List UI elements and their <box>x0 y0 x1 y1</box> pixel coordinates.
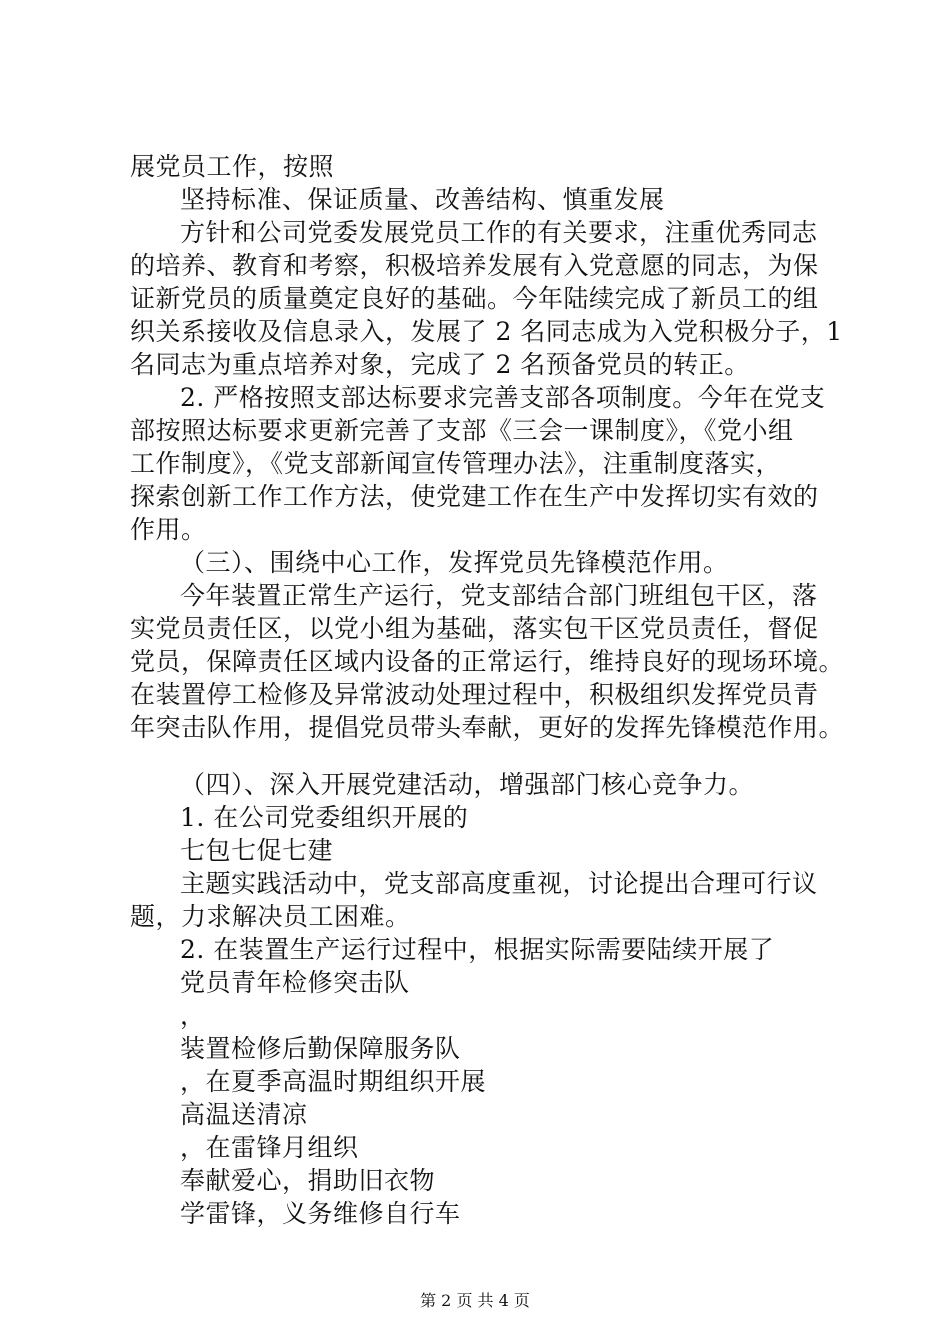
paragraph-line: 坚持标准、保证质量、改善结构、慎重发展 <box>180 185 665 214</box>
paragraph-line: 在装置停工检修及异常波动处理过程中，积极组织发挥党员青 <box>130 680 819 709</box>
paragraph-line: 1. 在公司党委组织开展的 <box>180 803 469 832</box>
paragraph-line: 题，力求解决员工困难。 <box>130 902 411 931</box>
paragraph-line: 工作制度》，《党支部新闻宣传管理办法》，注重制度落实， <box>130 449 782 478</box>
paragraph-line: 方针和公司党委发展党员工作的有关要求，注重优秀同志 <box>180 218 818 247</box>
section-heading: （三）、围绕中心工作，发挥党员先锋模范作用。 <box>180 548 729 577</box>
paragraph-line: 学雷锋，义务维修自行车 <box>180 1199 461 1228</box>
paragraph-line: 织关系接收及信息录入，发展了 2 名同志成为入党积极分子，1 <box>130 317 843 346</box>
paragraph-line: 的培养、教育和考察，积极培养发展有入党意愿的同志，为保 <box>130 251 819 280</box>
page-footer: 第 2 页 共 4 页 <box>420 1291 530 1310</box>
paragraph-line: 探索创新工作工作方法，使党建工作在生产中发挥切实有效的 <box>130 482 819 511</box>
paragraph-line: 作用。 <box>130 515 207 544</box>
paragraph-line: 党员青年检修突击队 <box>180 968 410 997</box>
paragraph-line: ，在夏季高温时期组织开展 <box>180 1067 487 1096</box>
paragraph-line: 今年装置正常生产运行，党支部结合部门班组包干区，落 <box>180 581 818 610</box>
paragraph-line: 2. 在装置生产运行过程中，根据实际需要陆续开展了 <box>180 935 775 964</box>
paragraph-line: 主题实践活动中，党支部高度重视，讨论提出合理可行议 <box>180 869 818 898</box>
paragraph-line: 高温送清凉 <box>180 1100 308 1129</box>
paragraph-line: 装置检修后勤保障服务队 <box>180 1034 461 1063</box>
paragraph-line: 证新党员的质量奠定良好的基础。今年陆续完成了新员工的组 <box>130 284 819 313</box>
paragraph-line: 实党员责任区，以党小组为基础，落实包干区党员责任，督促 <box>130 614 819 643</box>
paragraph-line: 2. 严格按照支部达标要求完善支部各项制度。今年在党支 <box>180 383 826 412</box>
paragraph-line: 奉献爱心，捐助旧衣物 <box>180 1166 436 1195</box>
paragraph-line: 名同志为重点培养对象，完成了 2 名预备党员的转正。 <box>130 350 750 379</box>
section-heading: （四）、深入开展党建活动，增强部门核心竞争力。 <box>180 770 755 799</box>
paragraph-line: 部按照达标要求更新完善了支部《三会一课制度》，《党小组 <box>130 416 794 445</box>
paragraph-line: 展党员工作，按照 <box>130 152 335 181</box>
paragraph-line: 七包七促七建 <box>180 836 334 865</box>
paragraph-line: ，在雷锋月组织 <box>180 1133 359 1162</box>
paragraph-line: 年突击队作用，提倡党员带头奉献，更好的发挥先锋模范作用。 <box>130 713 845 742</box>
paragraph-line: ， <box>180 1001 206 1030</box>
paragraph-line: 党员，保障责任区域内设备的正常运行，维持良好的现场环境。 <box>130 647 845 676</box>
